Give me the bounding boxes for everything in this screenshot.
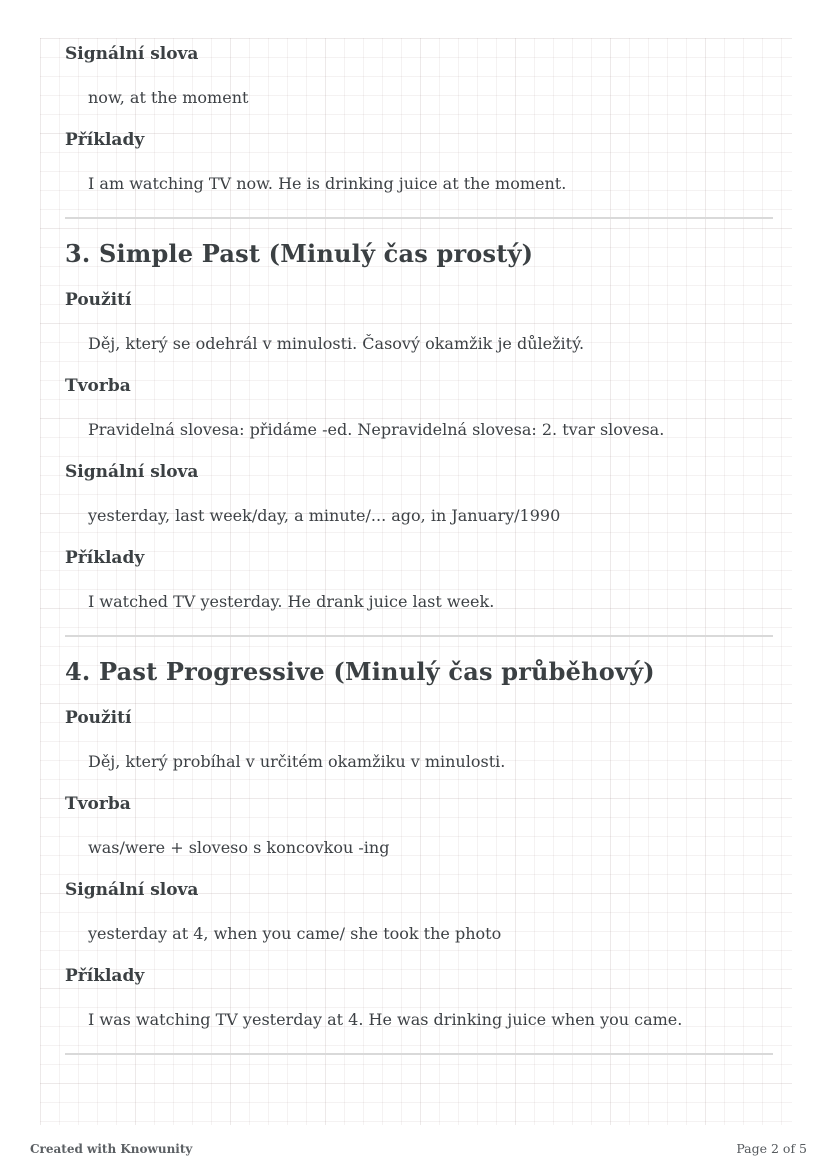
- subsection-text: Pravidelná slovesa: přidáme -ed. Nepravidelná slovesa: 2. tvar slovesa.: [88, 420, 665, 439]
- subsection-text: now, at the moment: [88, 88, 249, 107]
- page-content: [40, 38, 792, 1055]
- subsection-label: Signální slova: [65, 462, 199, 482]
- section-divider: [65, 1053, 773, 1055]
- subsection-label: Tvorba: [65, 794, 131, 814]
- section-title: 4. Past Progressive (Minulý čas průběhový): [65, 657, 655, 686]
- subsection-text: yesterday at 4, when you came/ she took the photo: [88, 924, 502, 943]
- subsection-text: yesterday, last week/day, a minute/... ago, in January/1990: [88, 506, 561, 525]
- footer-credit: Created with Knowunity: [30, 1142, 193, 1156]
- footer-page-number: Page 2 of 5: [736, 1141, 807, 1156]
- subsection-label: Použití: [65, 708, 132, 728]
- page-footer: [30, 1141, 807, 1156]
- subsection-text: was/were + sloveso s koncovkou -ing: [88, 838, 390, 857]
- subsection-label: Použití: [65, 290, 132, 310]
- subsection-label: Tvorba: [65, 376, 131, 396]
- section-divider: [65, 635, 773, 637]
- subsection-label: Signální slova: [65, 880, 199, 900]
- subsection-text: Děj, který probíhal v určitém okamžiku v minulosti.: [88, 752, 506, 771]
- subsection-text: I am watching TV now. He is drinking juice at the moment.: [88, 174, 567, 193]
- section-divider: [65, 217, 773, 219]
- subsection-label: Příklady: [65, 548, 145, 568]
- subsection-label: Příklady: [65, 130, 145, 150]
- subsection-label: Signální slova: [65, 44, 199, 64]
- section-title: 3. Simple Past (Minulý čas prostý): [65, 239, 534, 268]
- subsection-label: Příklady: [65, 966, 145, 986]
- note-paper: [40, 38, 792, 1125]
- subsection-text: I was watching TV yesterday at 4. He was drinking juice when you came.: [88, 1010, 683, 1029]
- subsection-text: I watched TV yesterday. He drank juice last week.: [88, 592, 495, 611]
- subsection-text: Děj, který se odehrál v minulosti. Časový okamžik je důležitý.: [88, 334, 585, 353]
